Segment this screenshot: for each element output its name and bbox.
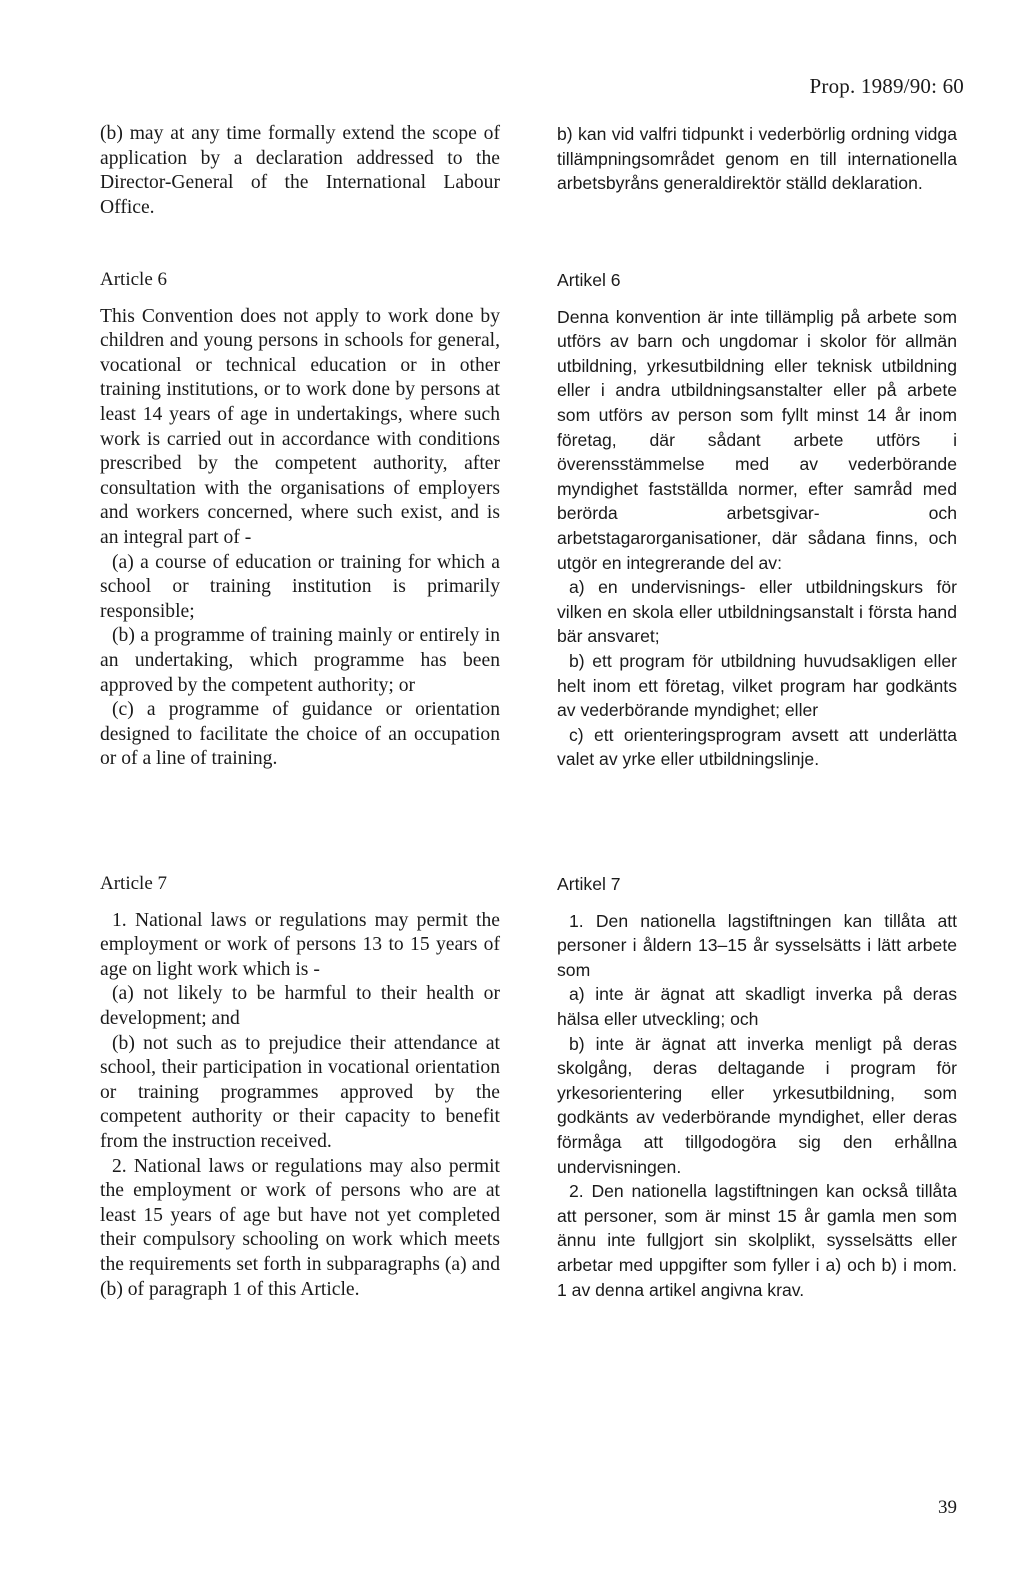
swedish-article-6-item-b: b) ett program för utbildning huvudsakligen eller helt inom ett företag, vilket program har godkänts av vederbörande myndighet; eller [557, 650, 957, 721]
english-article-6-heading: Article 6 [100, 269, 168, 290]
swedish-article-7-heading: Artikel 7 [557, 874, 621, 894]
swedish-article-7-item-a: a) inte är ägnat att skadligt inverka på deras hälsa eller utveckling; och [557, 984, 957, 1029]
english-article-6 [100, 268, 500, 772]
swedish-intro-block [557, 122, 957, 196]
english-article-7-item-a: (a) not likely to be harmful to their health or development; and [100, 983, 500, 1029]
english-article-6-item-a: (a) a course of education or training for which a school or training institution is primarily responsible; [100, 551, 500, 622]
english-article-6-body: This Convention does not apply to work done by children and young persons in schools for general, vocational or technical education or in other training institutions, or to work done by persons at least 14 years of age in undertakings, where such work is carried out in accordance with conditions prescribed by the competent authority, after consultation with the organisations of employers and workers concerned, where such exist, and is an integral part of - [100, 305, 500, 548]
swedish-article-6 [557, 268, 957, 772]
english-article-7-para-2: 2. National laws or regulations may also permit the employment or work of persons who are at least 15 years of age but have not yet completed their compulsory schooling on work which meets the requirements set forth in subparagraphs (a) and (b) of paragraph 1 of this Article. [100, 1155, 500, 1300]
english-intro-paragraph: (b) may at any time formally extend the scope of application by a declaration addressed to the Director-General of the International Labour Office. [100, 123, 500, 218]
swedish-article-7-item-b: b) inte är ägnat att inverka menligt på deras skolgång, deras deltagande i program för yrkesorientering eller yrkesutbildning, som godkänts av vederbörande myndighet, eller deras förmåga att tillgodogöra sig den erhållna undervisningen. [557, 1033, 957, 1177]
english-intro-block [100, 122, 500, 220]
english-article-6-item-c: (c) a programme of guidance or orientation designed to facilitate the choice of an occupation or of a line of training. [100, 699, 500, 770]
english-article-7-para-1: 1. National laws or regulations may permit the employment or work of persons 13 to 15 years of age on light work which is - [100, 909, 500, 980]
swedish-article-6-body: Denna konvention är inte tillämplig på arbete som utförs av barn och ungdomar i skolor för allmän utbildning, yrkesutbildning eller teknisk utbildning eller i andra utbildningsanstalter eller på arbete som utförs av person som fyllt minst 14 år inom företag, där sådant arbete utförs i överensstämmelse med av vederbörande myndighet fastställda normer, efter samråd med berörda arbetsgivar- och arbetstagarorganisationer, där sådana finns, och utgör en integrerande del av: [557, 306, 957, 573]
proposition-reference: Prop. 1989/90: 60 [809, 74, 964, 98]
swedish-article-6-heading: Artikel 6 [557, 270, 621, 290]
swedish-article-7-para-2: 2. Den nationella lagstiftningen kan också tillåta att personer, som är minst 15 år gamla men som ännu inte fullgjort sin skolplikt, sysselsätts eller arbetar med uppgifter som fyller i a) och b) i mom. 1 av denna artikel angivna krav. [557, 1181, 957, 1300]
swedish-article-6-item-c: c) ett orienteringsprogram avsett att underlätta valet av yrke eller utbildningslinje. [557, 724, 957, 770]
swedish-article-6-item-a: a) en undervisnings- eller utbildningskurs för vilken en skola eller utbildningsanstalt i första hand bär ansvaret; [557, 577, 957, 647]
english-article-6-item-b: (b) a programme of training mainly or entirely in an undertaking, which programme has been approved by the competent authority; or [100, 625, 500, 696]
page-number: 39 [938, 1497, 957, 1518]
swedish-article-7-para-1: 1. Den nationella lagstiftningen kan tillåta att personer i åldern 13–15 år sysselsätts i lätt arbete som [557, 910, 957, 980]
swedish-article-7 [557, 872, 957, 1302]
swedish-intro-paragraph: b) kan vid valfri tidpunkt i vederbörlig ordning vidga tillämpningsområdet genom en till internationella arbetsbyråns generaldirektör ställd deklaration. [557, 124, 957, 194]
english-article-7-item-b: (b) not such as to prejudice their attendance at school, their participation in vocational orientation or training programmes approved by the competent authority or their capacity to benefit from the instruction received. [100, 1032, 500, 1152]
english-article-7 [100, 872, 500, 1302]
english-article-7-heading: Article 7 [100, 873, 168, 894]
